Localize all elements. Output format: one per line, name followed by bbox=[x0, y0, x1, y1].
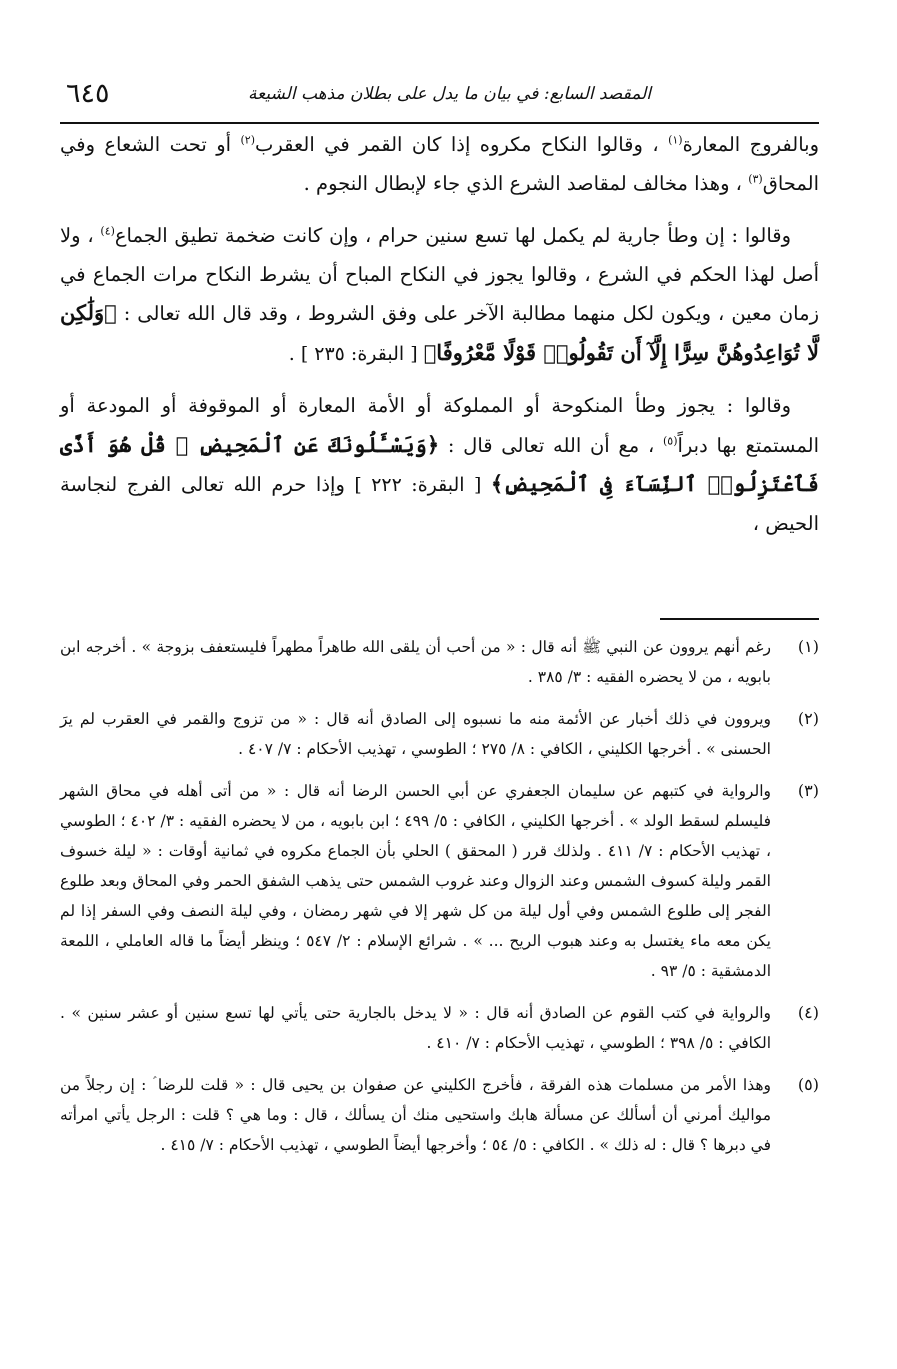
text-run: وقالوا : يجوز وطأ المنكوحة أو المملوكة أو الأمة المعارة أو الموقوفة أو المودعة أو المستمتع بها دبراً bbox=[60, 394, 820, 457]
text-run: وقالوا : إن وطأ جارية لم يكمل لها تسع سنين حرام ، وإن كانت ضخمة تطيق الجماع bbox=[114, 224, 791, 247]
paragraph-1 bbox=[60, 126, 819, 203]
footnote bbox=[60, 704, 819, 764]
footnote-text: وهذا الأمر من مسلمات هذه الفرقة ، فأخرج الكليني عن صفوان بن يحيى قال : « قلت للرضا ؑ : إن رجلاً من مواليك أمرني أن أسألك عن مسألة هابك واستحيى منك أن يسألك ، قال : وما هي ؟ قلت : الرجل يأتي امرأته في دبرها ؟ قال : له ذلك » . الكافي : ٥/ ٥٤ ؛ وأخرجها أيضاً الطوسي ، تهذيب الأحكام : ٧/ ٤١٥ . bbox=[60, 1076, 771, 1154]
page-header bbox=[60, 78, 819, 124]
footnote-text: والرواية في كتب القوم عن الصادق أنه قال : « لا يدخل بالجارية حتى يأتي لها تسع سنين أو عشر سنين » . الكافي : ٥/ ٣٩٨ ؛ الطوسي ، تهذيب الأحكام : ٧/ ٤١٠ . bbox=[60, 1004, 771, 1052]
text-run: أو تحت الشعاع وفي المحاق bbox=[60, 133, 819, 195]
quran-verse: ﴿وَلَٰكِن لَّا تُوَاعِدُوهُنَّ سِرًّا إِلَّآ أَن تَقُولُوا۟ قَوْلًا مَّعْرُوفًا﴾ bbox=[60, 300, 819, 365]
text-run: وإذا حرم الله تعالى الفرج لنجاسة الحيض ، bbox=[60, 473, 819, 535]
footnote-marker: (٥) bbox=[662, 434, 678, 447]
footnote bbox=[60, 998, 819, 1058]
footnote-text: والرواية في كتبهم عن سليمان الجعفري عن أبي الحسن الرضا أنه قال : « من أتى أهله في محاق الشهر فليسلم لسقط الولد » . أخرجها الكليني ، الكافي : ٥/ ٤٩٩ ؛ ابن بابويه ، من لا يحضره الفقيه : ٣/ ٤٠٢ ؛ الطوسي ، تهذيب الأحكام : ٧/ ٤١١ . ولذلك قرر ( المحقق ) الحلي بأن الجماع مكروه في ثمانية أوقات : « ليلة خسوف القمر وليلة كسوف الشمس وعند الزوال وعند غروب الشمس حتى يذهب الشفق الحمر وفي المحاق وبعد طلوع الفجر إلى طلوع الشمس وفي أول ليلة من كل شهر إلا في شهر رمضان ، وفي ليلة النصف وفي السفر إذا لم يكن معه ماء يغتسل به وعند هبوب الريح ... » . شرائع الإسلام : ٢/ ٥٤٧ ؛ وينظر أيضاً ما قاله العاملي ، اللمعة الدمشقية : ٥/ ٩٣ . bbox=[60, 782, 771, 980]
footnote-marker: (١) bbox=[668, 133, 683, 147]
footnote-number: (٢) bbox=[797, 709, 819, 728]
paragraph-2 bbox=[60, 217, 819, 373]
footnote bbox=[60, 776, 819, 986]
footnote-marker: (٣) bbox=[748, 172, 763, 185]
footnote-separator bbox=[660, 618, 819, 620]
quran-verse: ﴿وَيَسْـَٔلُونَكَ عَنِ ٱلْمَحِيضِ ۖ قُلْ هُوَ أَذًى فَٱعْتَزِلُوا۟ ٱلنِّسَآءَ فِى ٱلْمَحِيضِ﴾ bbox=[60, 431, 819, 496]
text-run: ، ولا أصل لهذا الحكم في الشرع ، وقالوا يجوز في النكاح المباح أن يشرط النكاح مرات الجماع في زمان معين ، ويكون لكل منهما مطالبة الآخر على وفق الشروط ، وقد قال الله تعالى : bbox=[60, 224, 819, 325]
text-run: وبالفروج المعارة bbox=[682, 133, 819, 156]
text-run: ، وقالوا النكاح مكروه إذا كان القمر في العقرب bbox=[254, 133, 669, 156]
running-title: المقصد السابع: في بيان ما يدل على بطلان مذهب الشيعة bbox=[248, 84, 651, 104]
text-run: ، وهذا مخالف لمقاصد الشرع الذي جاء لإبطال النجوم . bbox=[303, 171, 749, 195]
footnote-text: ويروون في ذلك أخبار عن الأئمة منه ما نسبوه إلى الصادق أنه قال : « من تزوج والقمر في العقرب لم يرَ الحسنى » . أخرجها الكليني ، الكافي : ٨/ ٢٧٥ ؛ الطوسي ، تهذيب الأحكام : ٧/ ٤٠٧ . bbox=[60, 710, 771, 758]
footnotes bbox=[60, 632, 819, 1172]
footnote-marker: (٢) bbox=[240, 133, 255, 147]
footnote bbox=[60, 1070, 819, 1160]
footnote bbox=[60, 632, 819, 692]
verse-reference: [ البقرة: ٢٢٢ ] bbox=[344, 474, 491, 496]
footnote-text: رغم أنهم يروون عن النبي ﷺ أنه قال : « من أحب أن يلقى الله طاهراً مطهراً فليستعفف بزوجة » . أخرجه ابن بابويه ، من لا يحضره الفقيه : ٣/ ٣٨٥ . bbox=[60, 638, 771, 686]
page-number: ٦٤٥ bbox=[66, 78, 110, 109]
footnote-marker: (٤) bbox=[100, 224, 115, 238]
footnote-number: (٣) bbox=[797, 781, 819, 800]
verse-reference: [ البقرة: ٢٣٥ ] . bbox=[288, 342, 424, 365]
main-text bbox=[60, 126, 819, 557]
footnote-number: (١) bbox=[797, 637, 819, 656]
paragraph-3 bbox=[60, 387, 819, 543]
text-run: ، مع أن الله تعالى قال : bbox=[439, 433, 663, 457]
footnote-number: (٤) bbox=[797, 1003, 819, 1022]
footnote-number: (٥) bbox=[797, 1075, 819, 1094]
